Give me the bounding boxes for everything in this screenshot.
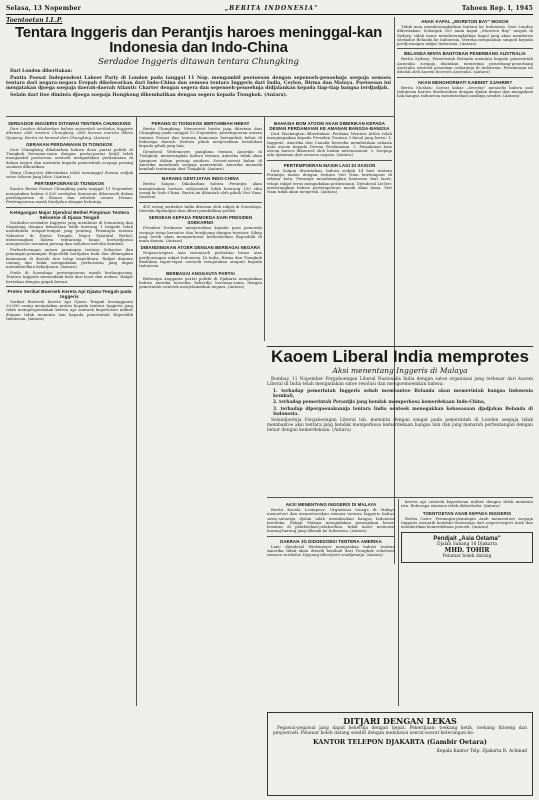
col2-para-5: Presiden Soekarno menjeroekan kepada para pemoeda soepaja tetap bersatoe dan berdjoang dengan teratoer. Sikap jang tertib akan memperkoeat kedoedoekan Repoeblik di mata doenia. (Antara)	[139, 225, 262, 244]
col1-heading-1: SERDADOE INGGERIS DITAWAN TENTERA CHUNGKING	[7, 121, 132, 126]
colb1-para-2: Lain: djenderal Wedemeyer menjatakan bahwa tentara Amerika tidak akan ditarik kembali dari Tiongkok sebeloem semoea serdadoe Djepang diloetjoeti sendjatanja. (Antara)	[267, 543, 395, 558]
feature-item-3: 3. terhadap dipergoenakannja tentara India oentoek menegakkan kekoeasaan djadjahan Belanda di Indonesia.	[273, 406, 533, 417]
col2-para-1: Berita Chungking: Menoeroet berita jang diterima dari Chungking pada tanggal 12 Nopember, pertempoeran antara tentara Poesat dan tentara Komoenis bertambah hebat di beberapa daerah. Kedoea pihak menjerahkan kesalahan kepada pihak jang lain.	[139, 126, 262, 149]
colb1-para-1: Berita Koeala Loempoer: Organisasi tenaga di Malaya menoetoet dan memoetoeskan semoea tentara Inggeris bahwa satoe-satoenja djalan ialah membiarkan bangsa Indonesia merdeka. Rakjat Malaya mengadakan pemogokan besar-besaran di pelaboehan-pelaboehan, tidak maoe memoeat barang-barang jang dikirim ke Indonesia. (Antara)	[267, 507, 395, 534]
feature-body: Selandjoetnja Fergaboengan Liberal tsb. meminta dengan sangat pada pemerintah di London soepaja tidak membantoe aksi tentara jang hendak memperkosa kemerdekaan bangsa lain dan jang menaroh pertentangan dengan benar dengan kemerdekaan. (Antara)	[267, 418, 533, 433]
col3-heading-2: PERTEMPOERAN MASIH LAGI DI SAIGON	[283, 162, 376, 168]
top-story-lead: Pantia Poesat Independent Laboer Party di London pada tanggal 11 Nop. mengambil poetoesan dengan sepenoeh-penoehnja soepaja semoea tentara dari negara-negara Eropah dikeloearkan dari Indo-China dan semoea tentara Inggeris dari India, Ceylon, Birma dan Malaya. Poetoesan ini menjatakan djoega soepaja daerah-daerah Atlantic Charter dengan segera dan sepenoeh-penoehnja didjalankan kepada tiap-tiap bangsa terdjadjah.	[6, 75, 391, 92]
col1-heading-3: PERTEMPOERAN DI TIONGKOK	[34, 181, 105, 187]
col1-heading-4: Ketegangan Major Djendral Bethel Pimpinan Tentera Sekoetoe di Djawa Tengah	[9, 209, 130, 220]
feature-intro: Bombay, 11 Nopember Fergaboengan Liberal Nasionalis India dengan satoe organisasi jang terbesar dari kaoem Liberal di India telah mengadakan satoe resolusi dan mengoemoemkan bahwa:	[267, 377, 533, 387]
column-3	[267, 119, 392, 344]
col2-para-6: Negara-negara Asia menaroeh perhatian besar atas perdjoeangan rakjat Indonesia. Di India, Birma dan Tiongkok diadakan rapat-rapat oentoek menjatakan simpati kepada Indonesia.	[139, 250, 262, 269]
masthead-title: „BERITA INDONESIA"	[224, 5, 319, 12]
colb2-para-1: kereta api oentoek keperloean militer dengan tidak meminta izin. Beberapa stasioen telah didoedoeki. (Antara)	[401, 500, 533, 509]
ad-note: Pelamar boleh datang	[442, 554, 492, 560]
job-ad-office: KANTOR TELEPON DJAKARTA (Gambir Oetara)	[312, 737, 487, 746]
column-4	[397, 17, 533, 342]
colb2-heading-1: TOENTOETAN ASAB KEPADA INGGERIS	[422, 510, 512, 516]
feature-subhead: Aksi menentang Inggeris di Malaya	[332, 366, 468, 375]
ad-title: Pendjait „Asia Oetama"	[433, 536, 501, 543]
col3-para-2: Dari Saigon diwartakan, bahwa sedjak 14 hari tentara Perantjis maloe dengan tentara Viet Nam bertempoer di sekitar kota. Perantjis mendatangkan bantoean dari laoet, tetapi rakjat terus mengadakan perlawanan. Djenderal Leclerc menerangkan bahwa pertempoeran masih akan lama. Viet Nam tidak akan menjerah. (Antara)	[267, 167, 392, 195]
feature-headline: Kaoem Liberal India memprotes	[271, 347, 529, 366]
col1-para-5: Serdadoe-serdadoe Inggeris jang mendarat di Semarang dan Magelang dengan kekoeatan lebih koerang 1 brigade telah menduduki tempat-tempat jang penting. Pemimpin tentara Sekoetoe di Djawa Tengah, Major Djendral Bethel, menerangkan bahwa tentaranja hanja bertoedjoean mengoeroes tawanan perang dan melaloei mereka kembali.	[6, 219, 133, 247]
col1-para-3: Wang Ching-wei diberitakan telah meninggal doenia sedjak satoe tahoen jang laloe. (Antara)	[6, 169, 133, 180]
col4-heading-3: AKAN MENGHORMATI KABINET SJAHRIR?	[417, 79, 513, 85]
col2-para-7: Beberapa anggauta partai politik di Djakarta menjatakan bahwa mereka bersedia bekerdja bersama-sama dengan pemerintah oentoek menjelamatkan negara. (Antara)	[139, 275, 262, 290]
column-2	[139, 119, 262, 709]
colb1-heading-1: AKSI MENENTANG INGGERIS DI MALAYA	[285, 502, 377, 507]
job-ad-text: Pegawai-pegawai jang dapat bekerdja dengan tjepat. Pekerdjaan: toekang ketik, toekang hitoeng dan penjoeroeh. Pelamar boleh datang sendiri dengan membawa soerat-soerat keterangan ke:	[273, 726, 527, 736]
newspaper-page	[6, 4, 533, 796]
col1-para-1: Dari London dikabarkan bahwa sejoemlah serdadoe Inggeris ditawan oleh tentera Chungking, oleh karena mereka dikira Djepang. Berita ini berasal dari Chungking. (Antara)	[6, 126, 133, 140]
top-story-subhead: Serdadoe Inggeris ditawan tentara Chungking	[98, 57, 299, 67]
job-ad-title: DITJARI DENGAN LEKAS	[343, 716, 457, 726]
feature-article	[267, 346, 533, 497]
col1-para-4: Kantor Berita Poesat Chungking pada tanggal 11 Nopember menjatakan bahwa 6.500 serdadoe Komoenis diboenoeh dalam pertempoeran di Shansi dan sebelah oetara Honan. Pertempoeran masih berdjalan dengan hebatnja.	[6, 186, 133, 205]
colb1-heading-2: DAERAH JG DIDOEDOEKI TENTERA AMERIKA	[280, 538, 382, 544]
col4-para-2: Berita Sydney: Pemerintah Belanda meminta kepada pemerintah Australia soepaja diizinkan menerima penerbang-penerbang Australia oentoek pasoekan oedaranja di Indonesia. Permintaan ini ditolak oleh kaoem boeroeh Australia. (Antara)	[397, 56, 533, 75]
top-story	[6, 17, 391, 117]
col2-para-4: 450 orang serdadoe India ditawan oleh rakjat di Soerabaja. Mereka dipeladjari dan diberi pendidikan politik.	[139, 203, 262, 213]
job-advertisement	[267, 712, 533, 796]
col1-para-8: Serikat Boeroeh Kereta Api Djawa Tengah beranggauta 20.000 orang menjatakan protes kepada tentara Inggeris jang telah mempergoenakan kereta api oentoek keperloean militer dengan tidak meminta izin kepada pemerintah Repoeblik Indonesia. (Antara)	[6, 298, 133, 321]
col1-para-6: Perhoeboengan antara pemimpin tentara Sekoetoe dan pemimpin-pemimpin Repoeblik berdjalan baik dan diharapkan keamanan di daerah itoe tetap terpelihara. Rakjat diminta tenang dan tidak mengadakan perboeatan jang dapat menimboelkan kekatjauan. (Antara)	[6, 246, 133, 270]
col2-heading-3: SEROEAN KEPADA PEMOEDA DARI PRESIDEN SOEKARNO	[148, 215, 253, 226]
masthead-date: Selasa, 13 Nopember	[6, 5, 82, 12]
top-story-dateline: Dari London diberitakan:	[10, 69, 73, 74]
col2-para-2: Djenderal Wedemeyer, panglima tentara Amerika di Tiongkok, menerangkan bahwa tentara Amerika tidak akan tjampoer dalam perang saudara. Soerat-soerat kabar di Amerika mendesak soepaja pemerintah Amerika menarik kembali tentaranja dari Tiongkok. (Antara)	[139, 148, 262, 172]
ad-name: MHD. TOHIR	[444, 547, 490, 555]
column-b1	[267, 500, 395, 710]
top-story-kicker: Toentoetan I.L.P.	[6, 17, 63, 24]
colb2-para-2: Berita Cairo: Pemimpin-pemimpin Arab menoentoet soepaja Inggeris menarik kembali tentaranja dari negeri-negeri Arab dan memberikan kemerdekaan penoeh. (Antara)	[401, 515, 533, 530]
column-1	[6, 119, 133, 709]
masthead-volume: Tahoen Rep. I, 1945	[461, 5, 533, 12]
feature-item-1: 1. terhadap pemerintah Inggeris sebab membantoe Belanda akan memerintah bangsa Indonesia kembali,	[273, 388, 533, 399]
col2-heading-5: BERBAGAI ANGGAUTA PARTAI	[166, 270, 235, 276]
col2-heading-1: PERANG DI TIONGKOK BERTAMBAH HEBAT	[151, 121, 250, 126]
tailor-advertisement	[401, 532, 533, 563]
top-story-headline: Tentara Inggeris dan Perantjis haroes meninggal-kan Indonesia dan Indo-China	[14, 24, 383, 56]
col4-heading-2: BELANDA MINTA BANTOEAN PENERBANG AUSTRALIA	[404, 51, 526, 57]
col1-heading-2: GERAKAN PERDAMAIAN DI TIONGKOK	[26, 141, 113, 147]
col2-para-3: Berita Saigon: Dikabarkan bahwa Perantjis akan mengirimkan tentara sedjoemlah lebih koerang 100 ribu orang ke Indo-China. Berita ini dibantah oleh pihak Viet Nam. (Antara)	[139, 181, 262, 200]
col3-heading-1: BAHASIA BOM ATOOM AKAN DIBERIKAN KEPADA DEWAN PERDAMAIAN KE AMANAN BANGSA-BANGSA	[269, 121, 390, 131]
masthead	[6, 4, 533, 15]
col2-heading-4: DIBANDINGKAN ATOER DENGAN BERBAGAI NEGARA	[140, 245, 261, 251]
ad-address: Djalan Sabang 16 Djakarta	[436, 542, 498, 548]
col3-para-1: Dari Washington diberitakan: Perdana Menteri Attlee telah menjampaikan kepada Presiden Truman 3 fatsal jang berisi: 1. Inggeris, Amerika dan Canada bersedia memberikan rahasia bom atoom kepada Dewan Perdamaian. 2. Pemakaian bom atoom haroes dikontrol oleh badan internasional. 3. Soepaja ada djaminan dari semoea negara. (Antara)	[267, 131, 392, 158]
col1-heading-5: Protes Serikat Boeroeh Kereta Api Djawa-Tengah pada Inggeris	[7, 288, 132, 299]
col4-para-1: Tidak mau memberangkatkan tentara ke Indonesia. Dari London diberitakan: Sebanjak 200 anak kapal „Moreton Bay" mogok di Sydney, tidak maoe memberangkatkan kapal jang akan membawa serdadoe Belanda ke Indonesia. Mereka menjatakan simpati kepada perdjoeangan rakjat Indonesia. (Antara)	[397, 24, 533, 47]
column-b2	[401, 500, 533, 710]
col4-para-3: Berita Moskou: Soerat kabar „Izvestia" menoelis bahwa soal Indonesia haroes diselesaikan dengan djalan damai dan mengakoei hak bangsa Indonesia menentoekan nasibnja sendiri. (Antara)	[397, 84, 533, 99]
col4-heading-1: ANAK KAPAL „MORETON BAY" MOGOK	[421, 19, 509, 24]
job-ad-signature: Kepala Kantor Telp. Djakarta R. Achmad	[436, 748, 527, 754]
top-story-lead-2: Selain dari itoe diminta djoega soepaja Hongkong dikembalikan dengan segera kepada Tiongkok. (Antara).	[10, 93, 288, 99]
feature-item-2: 2. terhadap pemerintah Perantjis jang hendak memperkosa kemerdekaan Indo-China,	[273, 400, 486, 405]
col1-para-7: Poela di Soerabaja pertempoeran masih berlangsoeng. Tentara Inggeris menembaki kota dari laoet dan oedara. Rakjat bertahan dengan gagah berani.	[6, 269, 133, 284]
col2-heading-2: BARANG GENTJATAN INDO-CHINA	[162, 176, 239, 182]
col1-para-2: Dari Chungking dikabarkan bahwa doea partai politik di Tiongkok bersama-sama dengan partai-partai ketjil telah mengambil poetoesan oentoek mengadakan perdamaian di dalam negeri dan meminta kepada pemerintah soepaja perang saudara dihentikan.	[6, 146, 133, 170]
